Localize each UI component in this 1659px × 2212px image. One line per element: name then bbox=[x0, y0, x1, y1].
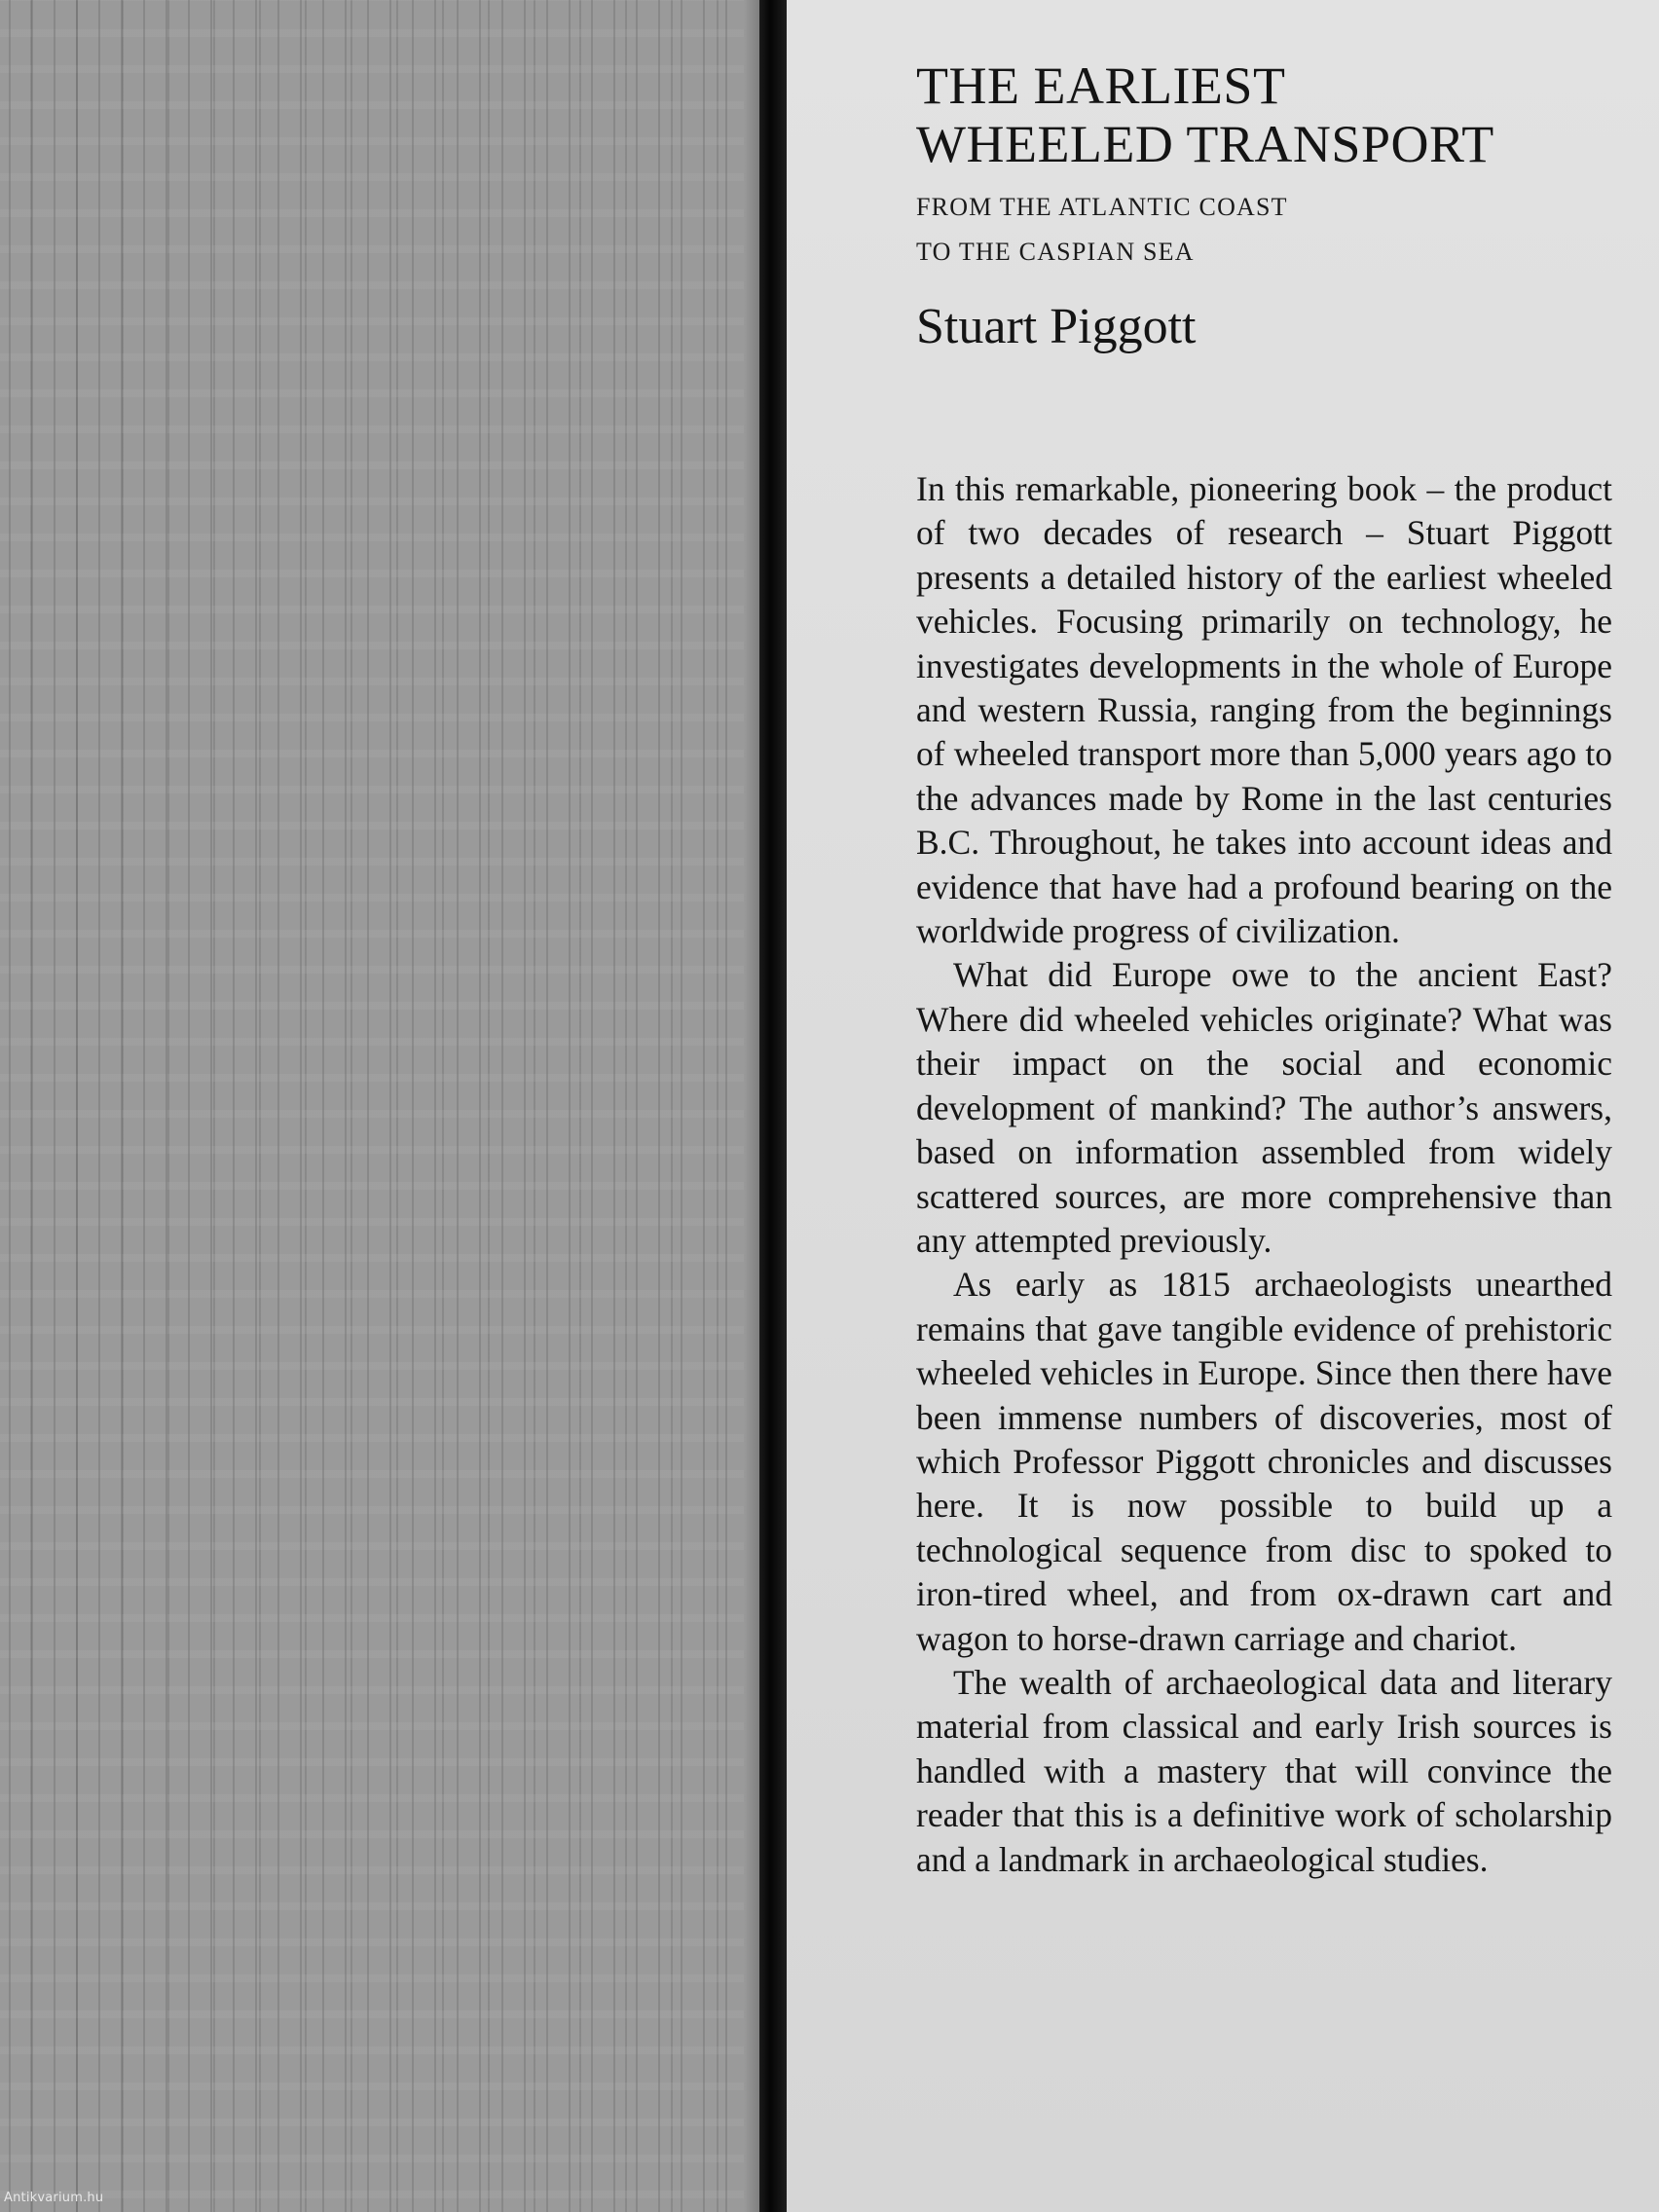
blurb-paragraph-1: In this remarkable, pioneering book – the product of two decades of research – Stuart Piggott presents a detailed history of the earliest wheeled vehicles. Focusing primarily on technology, he investigates developments in the whole of Europe and western Russia, ranging from the beginnings of wheeled transport more than 5,000 years ago to the advances made by Rome in the last centuries B.C. Throughout, he takes into account ideas and evidence that have had a profound bearing on the worldwide progress of civilization. bbox=[916, 469, 1612, 951]
flap-content bbox=[916, 56, 1612, 1879]
board-edge bbox=[744, 0, 759, 2212]
blurb-paragraph-3: As early as 1815 archaeologists unearthed remains that gave tangible evidence of prehistoric wheeled vehicles in Europe. Since then there have been immense numbers of discoveries, most of which Professor Piggott chronicles and discusses here. It is now possible to build up a technological sequence from disc to spoked to iron-tired wheel, and from ox-drawn cart and wagon to horse-drawn carriage and chariot. bbox=[916, 1265, 1612, 1658]
book-spine-gap bbox=[759, 0, 787, 2212]
subtitle-line-2: TO THE CASPIAN SEA bbox=[916, 238, 1195, 266]
dust-jacket-flap bbox=[787, 0, 1659, 2212]
title-line-1: THE EARLIEST bbox=[916, 56, 1286, 115]
blurb-paragraph-4: The wealth of archaeological data and literary material from classical and early Irish sources is handled with a mastery that will convince the reader that this is a definitive work of scholarship and a landmark in archaeological studies. bbox=[916, 1662, 1612, 1879]
book-board-cover bbox=[0, 0, 759, 2212]
subtitle-line-1: FROM THE ATLANTIC COAST bbox=[916, 193, 1288, 221]
title-line-2: WHEELED TRANSPORT bbox=[916, 115, 1494, 173]
book-subtitle bbox=[916, 185, 1612, 275]
blurb-paragraph-2: What did Europe owe to the ancient East? Where did wheeled vehicles originate? What was their impact on the social and economic development of mankind? The author’s answers, based on information assembled from widely scattered sources, are more comprehensive than any attempted previously. bbox=[916, 955, 1612, 1260]
book-author: Stuart Piggott bbox=[916, 299, 1197, 354]
book-title bbox=[916, 56, 1612, 173]
watermark: Antikvarium.hu bbox=[4, 2191, 104, 2205]
blurb-text bbox=[916, 467, 1612, 1882]
